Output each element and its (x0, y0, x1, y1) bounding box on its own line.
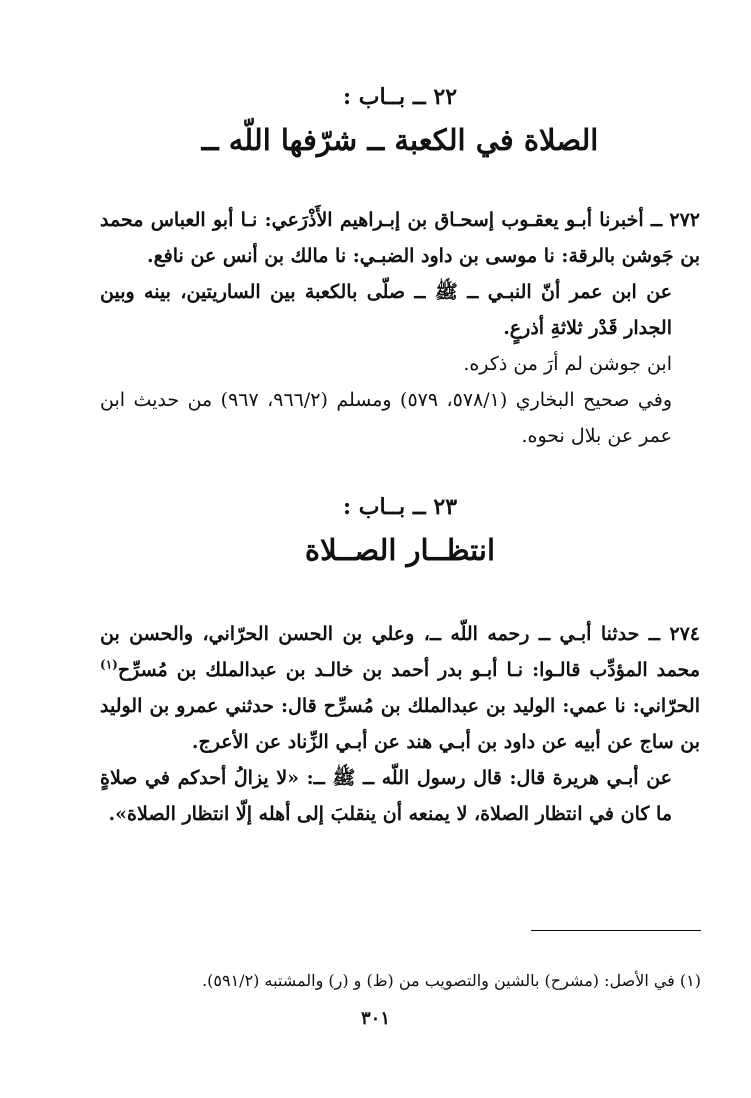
hadith-isnad-part2: الحرّاني: نا عمي: الوليد بن عبدالملك بن مُسرِّح قال: حدثني عمرو بن الوليد بن ساج عن أبيه عن داود بن أبـي هند عن أبـي الزِّناد عن الأعرج. (100, 695, 700, 753)
footnote-marker: (١) (100, 657, 118, 672)
commentary-note: وفي صحيح البخاري (٥٧٨/١، ٥٧٩) ومسلم (٩٦٦/٢، ٩٦٧) من حديث ابن عمر عن بلال نحوه. (100, 389, 672, 447)
section-prayer-in-kaaba (100, 80, 700, 454)
commentary-note: ابن جوشن لم أرَ من ذكره. (463, 353, 672, 375)
hadith-matn: عن أبـي هريرة قال: قال رسول اللّه ــ ﷺ ــ: «لا يزالُ أحدكم في صلاةٍ ما كان في انتظار الصلاة، لا يمنعه أن ينقلبَ إلى أهله إلّا انتظار الصلاة». (100, 767, 672, 825)
page-number: ٣٠١ (360, 1008, 390, 1029)
chapter-number: ٢٣ ــ بــاب : (342, 494, 458, 520)
chapter-title: انتظــار الصــلاة (304, 533, 496, 567)
hadith-isnad (100, 616, 700, 760)
footnote-divider (531, 930, 701, 931)
hadith-isnad-part1: ٢٧٤ ــ حدثنا أبـي ــ رحمه اللّه ــ، وعلي بن الحسن الحرّاني، والحسن بن محمد المؤدِّب قالـوا: نـا أبـو بدر أحمد بن خالـد بن عبدالملك بن مُسرِّح (100, 623, 700, 681)
hadith-matn: عن ابن عمر أنّ النبـي ــ ﷺ ــ صلّى بالكعبة بين الساريتين، بينه وبين الجدار قَدْر ثلاثةِ أذرعٍ. (100, 281, 672, 339)
hadith-isnad: ٢٧٢ ــ أخبرنا أبـو يعقـوب إسحـاق بن إبـراهيم الأَذْرَعي: نـا أبو العباس محمد بن جَوشن بالرقة: نا موسى بن داود الضبـي: نا مالك بن أنس عن نافع. (100, 209, 700, 267)
chapter-title: الصلاة في الكعبة ــ شرّفها اللّه ــ (201, 123, 599, 157)
section-waiting-for-prayer (100, 490, 700, 832)
page-body (100, 80, 700, 832)
footnote: (١) في الأصل: (مشرح) بالشين والتصويب من (ظ) و (ر) والمشتبه (٥٩١/٢). (202, 971, 701, 990)
chapter-number: ٢٢ ــ بــاب : (342, 84, 458, 110)
